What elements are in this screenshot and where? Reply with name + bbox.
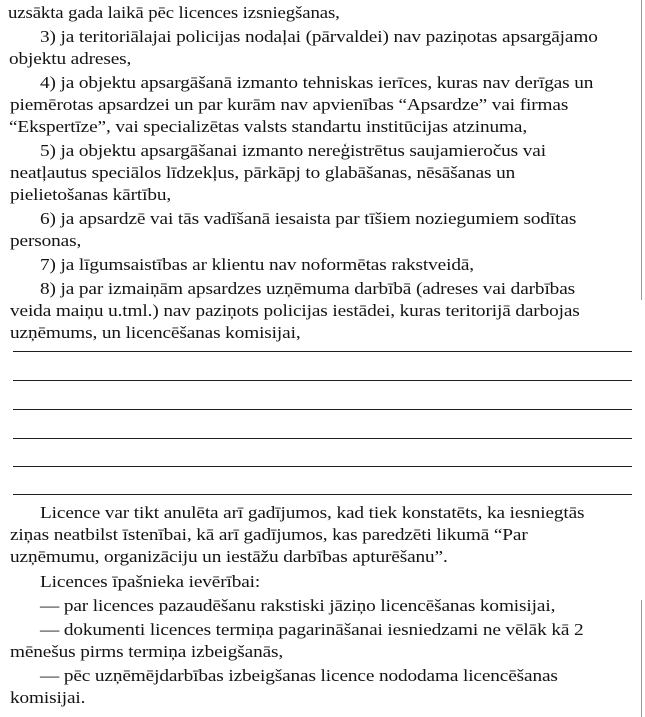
text-line: objektu adreses, bbox=[9, 49, 132, 68]
text-line: komisijai. bbox=[10, 688, 86, 707]
text-line: Licence var tikt anulēta arī gadījumos, kad tiek konstatēts, ka iesniegtās bbox=[40, 503, 585, 522]
text-line: 6) ja apsardzē vai tās vadīšanā iesaista par tīšiem noziegumiem sodītas bbox=[40, 209, 577, 228]
text-line: ziņas neatbilst īstenībai, kā arī gadījumos, kas paredzēti likumā “Par bbox=[10, 525, 528, 544]
blank-line bbox=[13, 494, 632, 495]
text-line: neatļautus speciālos līdzekļus, pārkāpj to glabāšanas, nēsāšanas un bbox=[10, 163, 516, 182]
text-line: veida maiņu u.tml.) nav paziņots policijas iestādei, kuras teritorijā darbojas bbox=[10, 301, 580, 320]
scan-edge-line bbox=[641, 600, 642, 717]
text-line: uzsākta gada laikā pēc licences izsniegšanas, bbox=[8, 3, 340, 22]
text-line: piemērotas apsardzei un par kurām nav apvienības “Apsardze” vai firmas bbox=[10, 95, 569, 114]
text-line: — pēc uzņēmējdarbības izbeigšanas licence nododama licencēšanas bbox=[40, 666, 558, 685]
text-line: 5) ja objektu apsargāšanai izmanto nereģistrētus saujamieročus vai bbox=[40, 141, 546, 160]
text-line: pielietošanas kārtību, bbox=[10, 185, 172, 204]
text-line: 4) ja objektu apsargāšanā izmanto tehniskas ierīces, kuras nav derīgas un bbox=[40, 73, 594, 92]
scan-edge-line bbox=[641, 0, 642, 300]
blank-line bbox=[13, 438, 632, 439]
text-line: “Ekspertīze”, vai specializētas valsts standartu institūcijas atzinuma, bbox=[9, 117, 528, 136]
text-line: 7) ja līgumsaistības ar klientu nav noformētas rakstveidā, bbox=[40, 255, 474, 274]
text-line: — dokumenti licences termiņa pagarināšanai iesniedzami ne vēlāk kā 2 bbox=[40, 620, 584, 639]
text-line: 3) ja teritoriālajai policijas nodaļai (pārvaldei) nav paziņotas apsargājamo bbox=[40, 27, 598, 46]
text-line: Licences īpašnieka ievērībai: bbox=[40, 572, 261, 591]
blank-line bbox=[13, 466, 632, 467]
blank-line bbox=[13, 351, 632, 352]
blank-line bbox=[13, 380, 632, 381]
text-line: personas, bbox=[10, 231, 82, 250]
text-line: uzņēmums, un licencēšanas komisijai, bbox=[10, 323, 301, 342]
blank-line bbox=[13, 409, 632, 410]
text-line: uzņēmumu, organizāciju un iestāžu darbības apturēšanu”. bbox=[10, 547, 448, 566]
text-line: mēnešus pirms termiņa izbeigšanās, bbox=[10, 642, 284, 661]
text-line: — par licences pazaudēšanu rakstiski jāziņo licencēšanas komisijai, bbox=[40, 596, 556, 615]
text-line: 8) ja par izmaiņām apsardzes uzņēmuma darbībā (adreses vai darbības bbox=[40, 279, 576, 298]
